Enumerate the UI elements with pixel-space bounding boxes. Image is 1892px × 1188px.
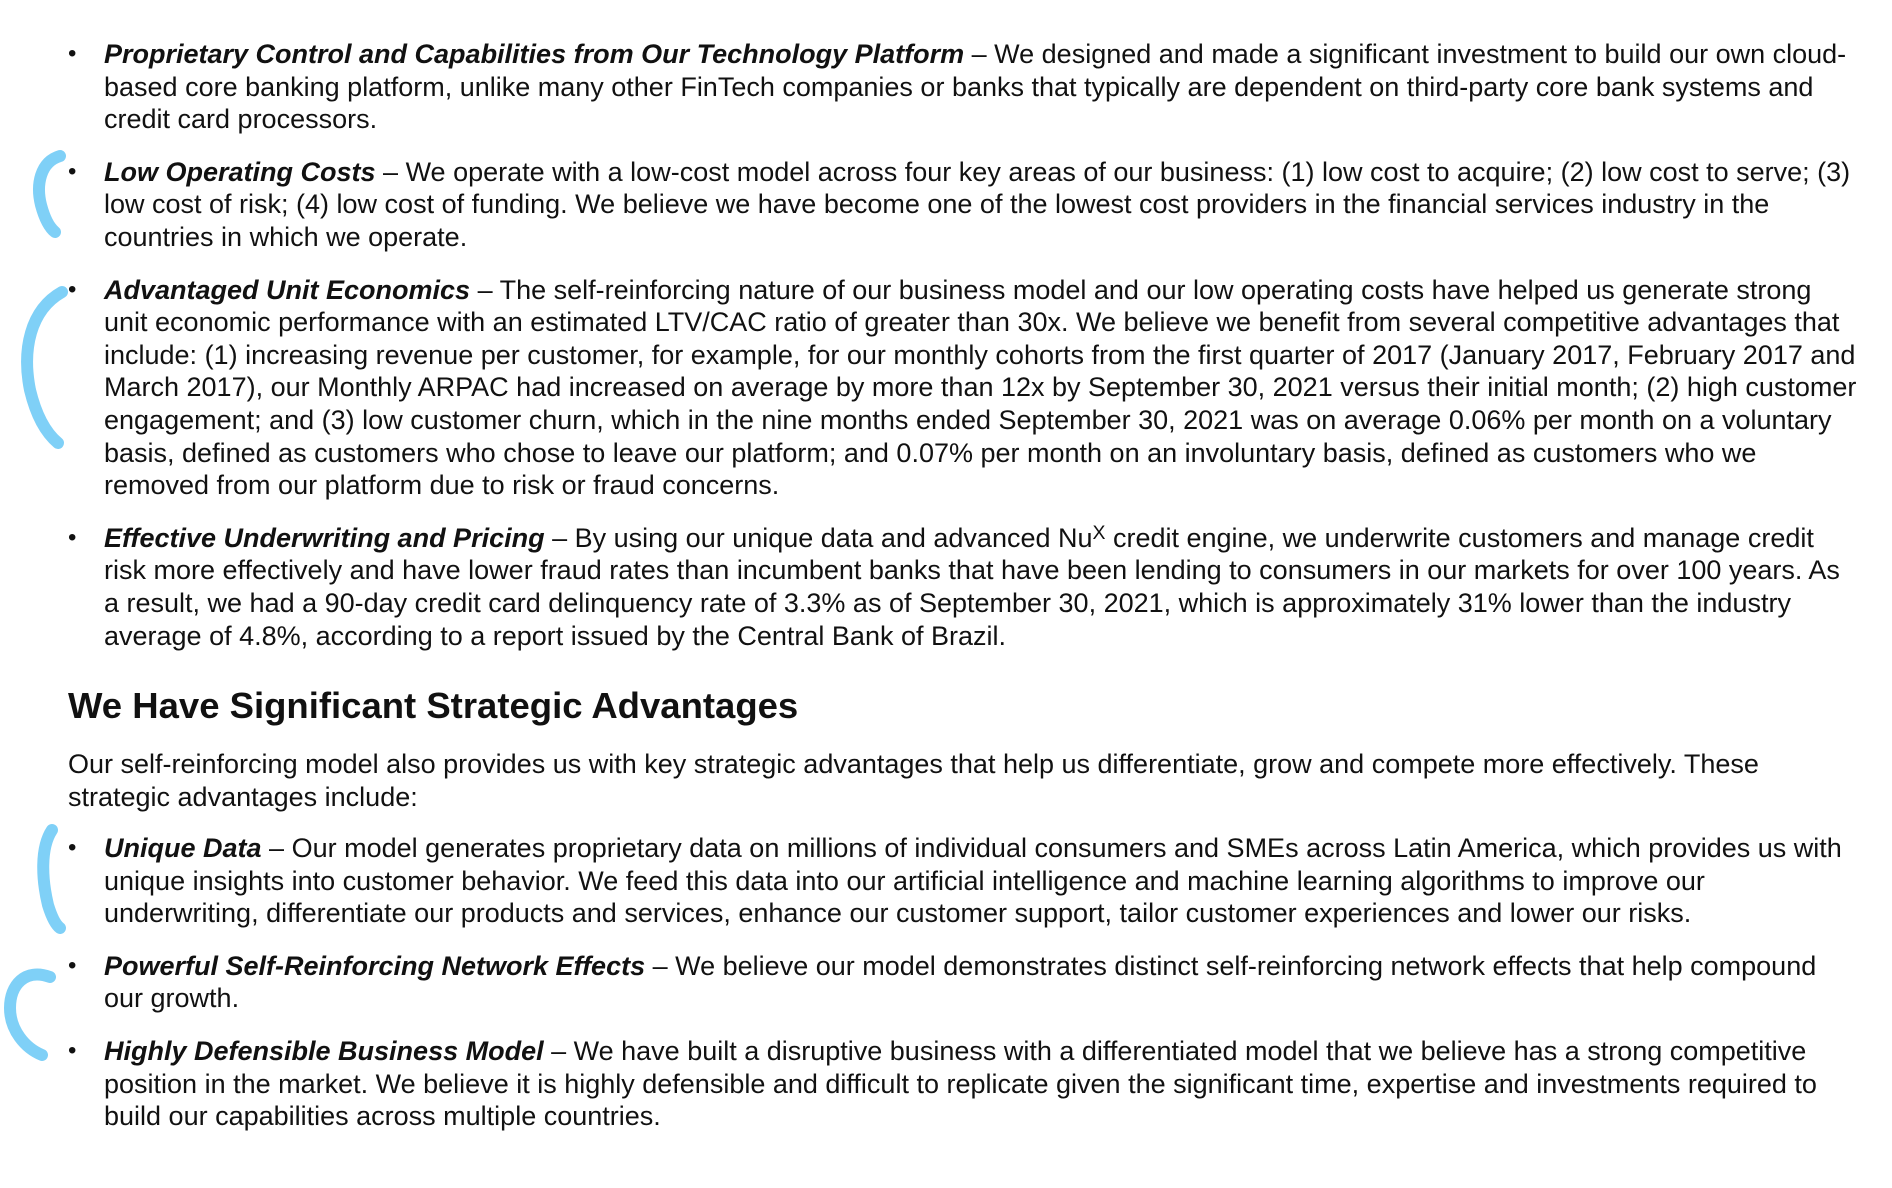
margin-bracket-mark — [10, 975, 50, 1055]
item-term: Powerful Self-Reinforcing Network Effects — [104, 950, 646, 981]
list-item — [68, 950, 1858, 1015]
item-separator: – — [543, 1035, 574, 1066]
item-text: We believe our model demonstrates distinct self-reinforcing network effects that help compound our growth. — [104, 950, 1817, 1014]
item-term: Advantaged Unit Economics — [104, 274, 471, 305]
item-separator: – — [964, 39, 995, 69]
margin-bracket-mark — [43, 830, 60, 928]
item-term: Proprietary Control and Capabilities from Our Technology Platform — [104, 39, 965, 69]
list-item — [68, 274, 1858, 502]
strategic-advantages-list — [68, 832, 1858, 1153]
item-term: Effective Underwriting and Pricing — [104, 522, 545, 553]
item-separator: – — [375, 156, 406, 187]
list-item — [68, 38, 1858, 136]
item-text: credit engine, we underwrite customers and manage credit risk more effectively and have lower fraud rates than incumbent banks that have been lending to consumers in our markets for over 100 years. As a result, we had a 90-day credit card delinquency rate of 3.3% as of September 30, 2021, which is approximately 31% lower than the industry average of 4.8%, according to a report issued by the Central Bank of Brazil. — [104, 522, 1840, 651]
list-item — [68, 1035, 1858, 1133]
item-text: We designed and made a significant investment to build our own cloud-based core banking platform, unlike many other FinTech companies or banks that typically are dependent on third-party core bank systems and credit card processors. — [104, 39, 1847, 135]
item-separator: – — [645, 950, 676, 981]
margin-bracket-mark — [39, 156, 60, 232]
item-text: We have built a disruptive business with a differentiated model that we believe has a strong competitive position in the market. We believe it is highly defensible and difficult to replicate given the significant time, expertise and investments required to build our capabilities across multiple countries. — [104, 1035, 1817, 1132]
list-item — [68, 832, 1858, 930]
advantages-list — [68, 38, 1858, 672]
item-term: Unique Data — [104, 833, 262, 863]
item-separator: – — [261, 833, 292, 863]
section-heading: We Have Significant Strategic Advantages — [68, 685, 799, 726]
item-text: We operate with a low-cost model across four key areas of our business: (1) low cost to acquire; (2) low cost to serve; (3) low cost of risk; (4) low cost of funding. We believe we have become one of the lowest cost providers in the financial services industry in the countries in which we operate. — [104, 156, 1851, 252]
item-text: Our model generates proprietary data on millions of individual consumers and SMEs across Latin America, which provides us with unique insights into customer behavior. We feed this data into our artificial intelligence and machine learning algorithms to improve our underwriting, differentiate our products and services, enhance our customer support, tailor customer experiences and lower our risks. — [104, 833, 1842, 929]
item-term: Highly Defensible Business Model — [104, 1035, 544, 1066]
item-term: Low Operating Costs — [104, 156, 376, 187]
item-separator: – — [544, 522, 575, 553]
section-intro: Our self-reinforcing model also provides us with key strategic advantages that help us differentiate, grow and compete more effectively. These strategic advantages include: — [68, 749, 1759, 812]
item-text: The self-reinforcing nature of our business model and our low operating costs have helped us generate strong unit economic performance with an estimated LTV/CAC ratio of greater than 30x. We believe we benefit from several competitive advantages that include: (1) increasing revenue per customer, for example, for our monthly cohorts from the first quarter of 2017 (January 2017, February 2017 and March 2017), our Monthly ARPAC had increased on average by more than 12x by September 30, 2021 versus their initial month; (2) high customer engagement; and (3) low customer churn, which in the nine months ended September 30, 2021 was on average 0.06% per month on a voluntary basis, defined as customers who chose to leave our platform; and 0.07% per month on an involuntary basis, defined as customers who we removed from our platform due to risk or fraud concerns. — [104, 274, 1857, 501]
item-text: By using our unique data and advanced Nu — [574, 522, 1093, 553]
superscript-x: X — [1092, 521, 1106, 544]
item-separator: – — [470, 274, 500, 305]
list-item — [68, 156, 1858, 254]
list-item — [68, 522, 1858, 652]
margin-bracket-mark — [27, 292, 62, 443]
